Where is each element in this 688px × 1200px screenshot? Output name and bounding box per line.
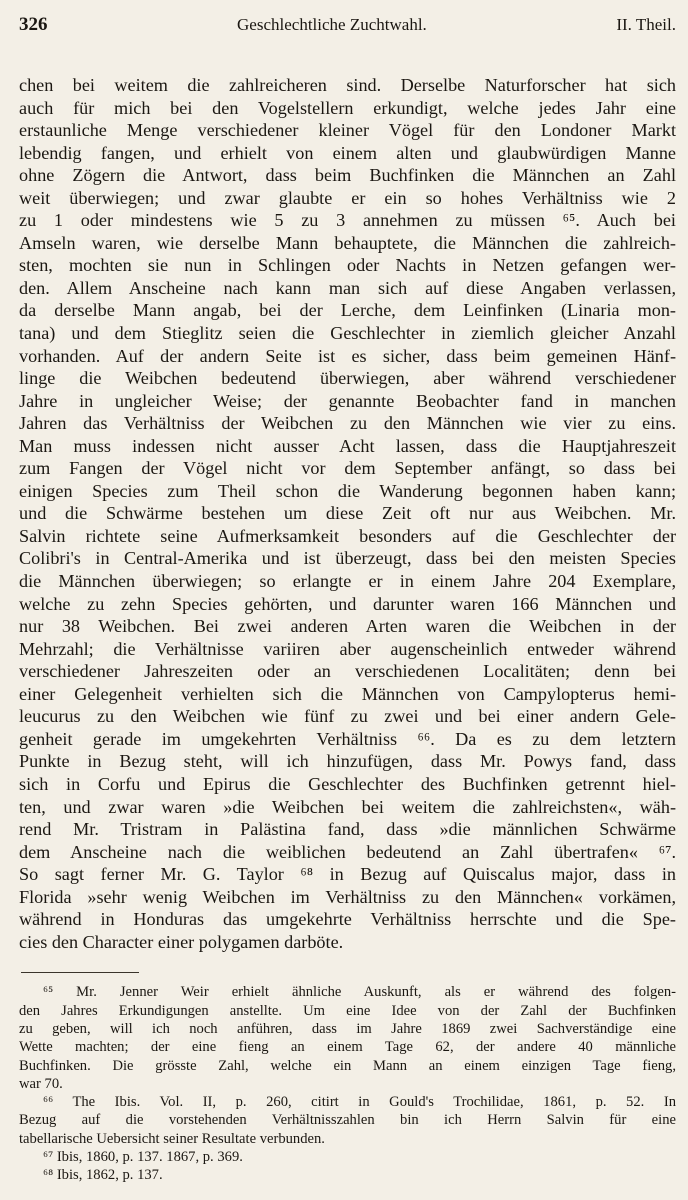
footnote-line: Wette machten; der eine fieng an einem Tage 62, der andere 40 männliche xyxy=(19,1039,676,1056)
text-line: weit überwiegen; und zwar glaubte er ein so hohes Verhältniss wie 2 xyxy=(19,187,676,208)
text-line: sich in Corfu und Epirus die Geschlechter des Buchfinken getrennt hiel- xyxy=(19,773,676,794)
text-line: Man muss indessen nicht ausser Acht lassen, dass die Hauptjahreszeit xyxy=(19,435,676,456)
text-line: linge die Weibchen bedeutend überwiegen, aber während verschiedener xyxy=(19,368,676,389)
text-line: den. Allem Anscheine nach kann man sich auf diese Angaben verlassen, xyxy=(19,277,676,298)
text-line: tana) und dem Stieglitz seien die Geschlechter in ziemlich gleicher Anzahl xyxy=(19,323,676,344)
footnote-line: ⁶⁶ The Ibis. Vol. II, p. 260, citirt in Gould's Trochilidae, 1861, p. 52. In xyxy=(43,1094,676,1111)
text-line: ohne Zögern die Antwort, dass beim Buchfinken die Männchen an Zahl xyxy=(19,165,676,186)
text-line: chen bei weitem die zahlreicheren sind. Derselbe Naturforscher hat sich xyxy=(19,75,676,95)
running-title: Geschlechtliche Zuchtwahl. xyxy=(237,15,427,34)
footnote-line: war 70. xyxy=(19,1075,63,1092)
footnote-line: Bezug auf die vorstehenden Verhältnisszahlen bin ich Herrn Salvin für eine xyxy=(19,1112,676,1129)
text-line: welche zu zehn Species gehörten, und darunter waren 166 Männchen und xyxy=(19,593,676,614)
footnote-line: ⁶⁸ Ibis, 1862, p. 137. xyxy=(43,1167,163,1184)
text-line: da derselbe Mann angab, bei der Lerche, dem Leinfinken (Linaria mon- xyxy=(19,300,676,321)
text-line: zu 1 oder mindestens wie 5 zu 3 annehmen zu müssen ⁶⁵. Auch bei xyxy=(19,210,676,231)
footnote-line: den Jahres Erkundigungen anstellte. Um eine Idee von der Zahl der Buchfinken xyxy=(19,1002,676,1019)
text-line: cies den Character einer polygamen darböte. xyxy=(19,931,344,952)
text-line: sten, mochten sie nun in Schlingen oder Nachts in Netzen gefangen wer- xyxy=(19,255,676,276)
text-line: dem Anscheine nach die weiblichen bedeutend an Zahl übertrafen« ⁶⁷. xyxy=(19,841,676,862)
footnotes xyxy=(19,983,676,1184)
text-line: und die Schwärme bestehen um diese Zeit oft nur aus Weibchen. Mr. xyxy=(19,503,676,524)
text-line: vorhanden. Auf der andern Seite ist es sicher, dass beim gemeinen Hänf- xyxy=(19,345,676,366)
text-line: So sagt ferner Mr. G. Taylor ⁶⁸ in Bezug auf Quiscalus major, dass in xyxy=(19,864,676,885)
text-line: Jahren das Verhältniss der Weibchen zu den Männchen wie vier zu eins. xyxy=(19,413,676,434)
text-line: genheit gerade im umgekehrten Verhältniss ⁶⁶. Da es zu dem letztern xyxy=(19,728,676,749)
text-line: einer Gelegenheit verhielten sich die Männchen von Campylopterus hemi- xyxy=(19,683,676,704)
footnote-line: ⁶⁷ Ibis, 1860, p. 137. 1867, p. 369. xyxy=(43,1149,243,1165)
text-line: während in Honduras das umgekehrte Verhältniss herrschte und die Spe- xyxy=(19,909,676,930)
text-line: leucurus zu den Weibchen wie fünf zu zwei und bei einer andern Gele- xyxy=(19,706,676,727)
text-line: ten, und zwar waren »die Weibchen bei weitem die zahlreichsten«, wäh- xyxy=(19,796,676,817)
text-line: die Männchen überwiegen; so erlangte er in einem Jahre 204 Exemplare, xyxy=(19,571,676,592)
text-line: rend Mr. Tristram in Palästina fand, dass »die männlichen Schwärme xyxy=(19,819,676,840)
text-line: Salvin richtete seine Aufmerksamkeit besonders auf die Geschlechter der xyxy=(19,525,676,546)
text-line: Punkte in Bezug steht, will ich hinzufügen, dass Mr. Powys fand, dass xyxy=(19,751,676,772)
footnote-divider xyxy=(21,972,139,973)
page-number: 326 xyxy=(19,14,48,35)
footnote-line: ⁶⁵ Mr. Jenner Weir erhielt ähnliche Auskunft, als er während des folgen- xyxy=(43,984,676,1001)
text-line: Colibri's in Central-Amerika und ist überzeugt, dass bei den meisten Species xyxy=(19,548,676,569)
text-line: Jahre in ungleicher Weise; der genannte Beobachter fand in manchen xyxy=(19,390,676,411)
footnote-line: Buchfinken. Die grösste Zahl, welche ein Mann an einem einzigen Tage fieng, xyxy=(19,1057,676,1074)
text-line: erstaunliche Menge verschiedener kleiner Vögel für den Londoner Markt xyxy=(19,120,676,141)
footnote-line: zu geben, will ich noch anführen, dass im Jahre 1869 zwei Sachverständige eine xyxy=(19,1020,676,1037)
text-line: Amseln waren, wie derselbe Mann behauptete, die Männchen die zahlreich- xyxy=(19,232,676,253)
text-line: Mehrzahl; die Verhältnisse variiren aber augenscheinlich entweder während xyxy=(19,638,676,659)
body-text xyxy=(19,74,676,953)
text-line: lebendig fangen, und erhielt von einem alten und glaubwürdigen Manne xyxy=(19,142,676,163)
text-line: nur 38 Weibchen. Bei zwei anderen Arten waren die Weibchen in der xyxy=(19,616,676,637)
part-label: II. Theil. xyxy=(616,15,676,34)
text-line: auch für mich bei den Vogelstellern erkundigt, welche jedes Jahr eine xyxy=(19,97,676,118)
page-header xyxy=(19,14,676,54)
text-line: einigen Species zum Theil schon die Wanderung begonnen haben kann; xyxy=(19,480,676,501)
footnote-line: tabellarische Uebersicht seiner Resultate verbunden. xyxy=(19,1130,325,1147)
text-line: zum Fangen der Vögel nicht vor dem September anfängt, so dass bei xyxy=(19,458,676,479)
text-line: Florida »sehr wenig Weibchen im Verhältniss zu den Männchen« vorkämen, xyxy=(19,886,676,907)
text-line: verschiedener Jahreszeiten oder an verschiedenen Localitäten; denn bei xyxy=(19,661,676,682)
